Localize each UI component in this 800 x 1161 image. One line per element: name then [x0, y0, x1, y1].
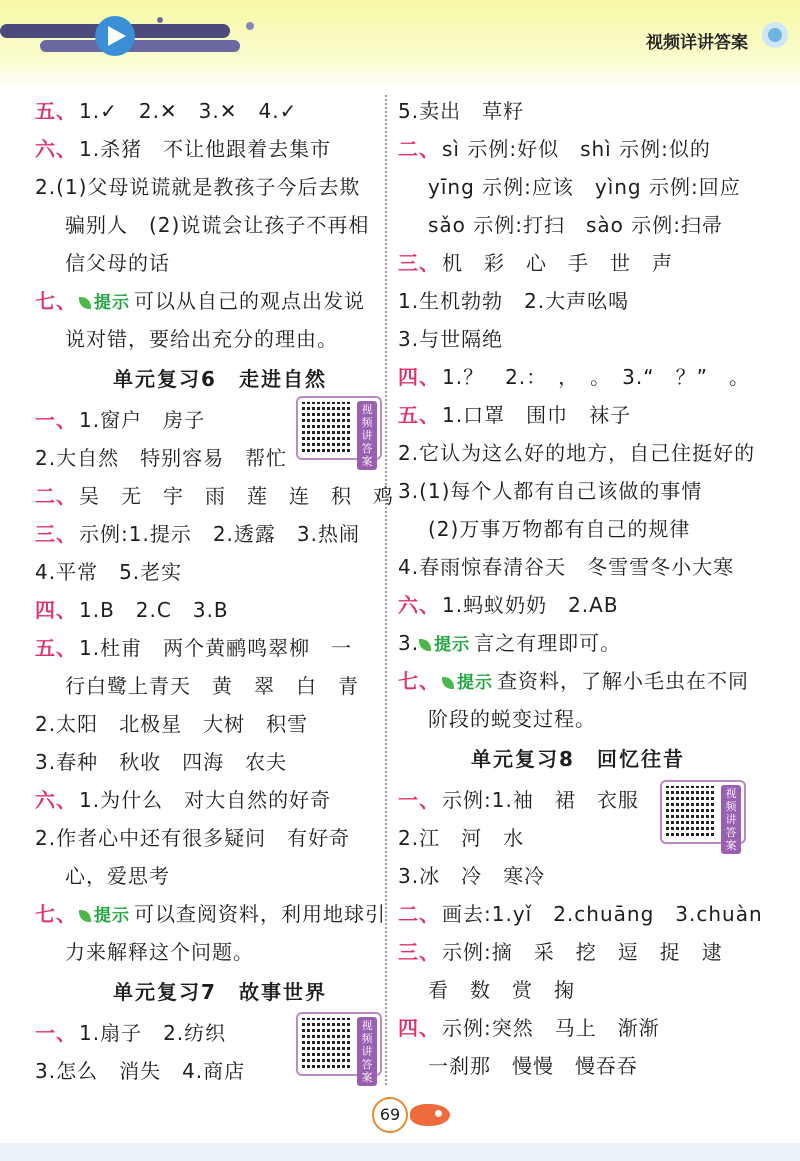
answer-line — [398, 662, 758, 700]
qr-code-unit8[interactable] — [660, 780, 746, 852]
question-number: 六、 — [398, 593, 440, 617]
answer-text: 1.杀猪 不让他跟着去集市 — [79, 137, 332, 161]
question-number: 二、 — [398, 137, 440, 161]
question-number: 二、 — [398, 902, 440, 926]
answer-text: 单元复习6 走进自然 — [113, 367, 327, 391]
qr-code-icon — [302, 402, 352, 452]
answer-line — [398, 548, 758, 586]
answer-text: 骗别人 (2)说谎会让孩子不再相 — [65, 213, 370, 237]
answer-text: 5.卖出 草籽 — [398, 99, 525, 123]
answer-text: 1.蚂蚁奶奶 2.AB — [442, 593, 619, 617]
header-banner-icon — [0, 14, 300, 60]
answer-text: 4.平常 5.老实 — [35, 560, 183, 584]
qr-code-unit6[interactable] — [296, 396, 382, 468]
answer-line — [398, 895, 763, 933]
answer-text: 1.扇子 2.纺织 — [79, 1021, 227, 1045]
answer-line — [398, 244, 758, 282]
qr-code-icon — [302, 1018, 352, 1068]
leaf-icon — [79, 297, 91, 309]
question-number: 二、 — [35, 484, 77, 508]
answer-text: 示例:突然 马上 渐渐 — [442, 1016, 660, 1040]
answer-text: 2.作者心中还有很多疑问 有好奇 — [35, 826, 351, 850]
answer-text: 心，爱思考 — [65, 864, 170, 888]
footer-band — [0, 1143, 800, 1161]
leaf-icon — [79, 910, 91, 922]
leaf-icon — [442, 677, 454, 689]
hint-tag — [79, 284, 130, 322]
answer-line — [35, 819, 405, 857]
answer-text: 3.怎么 消失 4.商店 — [35, 1059, 246, 1083]
question-number: 四、 — [398, 1016, 440, 1040]
answer-line — [398, 1009, 758, 1047]
answer-text: 单元复习8 回忆往昔 — [471, 747, 685, 771]
question-number: 六、 — [35, 137, 77, 161]
answer-text: 2.太阳 北极星 大树 积雪 — [35, 712, 309, 736]
hint-label: 提示 — [94, 906, 130, 926]
qr-code-unit7[interactable] — [296, 1012, 382, 1084]
answer-text: 2.江 河 水 — [398, 826, 525, 850]
answer-line — [35, 895, 405, 933]
answer-text: sǎo 示例:打扫 sào 示例:扫帚 — [428, 213, 724, 237]
answer-text: 3. — [398, 631, 420, 655]
answer-text: yīng 示例:应该 yìng 示例:回应 — [428, 175, 741, 199]
answer-line — [35, 168, 405, 206]
answer-text: 1.B 2.C 3.B — [79, 598, 229, 622]
answer-text: 行白鹭上青天 黄 翠 白 青 — [65, 674, 359, 698]
answer-line — [398, 510, 758, 548]
answer-line — [35, 857, 405, 895]
header-title: 视频详讲答案 — [646, 33, 748, 53]
hint-label: 提示 — [94, 293, 130, 313]
qr-code-icon — [666, 786, 716, 836]
answer-line — [398, 971, 758, 1009]
answer-text: 2.它认为这么好的地方，自己住挺好的 — [398, 441, 756, 465]
hint-tag — [79, 897, 130, 935]
hint-tag — [419, 626, 470, 664]
answer-text: 1.生机勃勃 2.大声吆喝 — [398, 289, 630, 313]
answer-line — [398, 130, 758, 168]
answer-text: (2)万事万物都有自己的规律 — [428, 517, 691, 541]
answer-text: 1.？ 2.： ， 。 3.“ ？” 。 — [442, 365, 750, 389]
answer-line — [35, 667, 405, 705]
answer-text: 阶段的蜕变过程。 — [428, 707, 596, 731]
question-number: 一、 — [35, 1021, 77, 1045]
answer-text: 示例:1.袖 裙 衣服 — [442, 788, 639, 812]
answer-line — [35, 206, 405, 244]
question-number: 七、 — [398, 669, 440, 693]
question-number: 一、 — [398, 788, 440, 812]
right-column — [398, 92, 763, 1085]
answer-text: 一刹那 慢慢 慢吞吞 — [428, 1054, 638, 1078]
answer-text: 机 彩 心 手 世 声 — [442, 251, 673, 275]
answer-line — [398, 434, 758, 472]
section-heading — [35, 971, 405, 1014]
question-number: 三、 — [35, 522, 77, 546]
answer-line — [35, 244, 405, 282]
answer-line — [398, 206, 758, 244]
answer-text: 1.杜甫 两个黄鹂鸣翠柳 一 — [79, 636, 353, 660]
question-number: 五、 — [398, 403, 440, 427]
answer-line — [398, 168, 758, 206]
answer-line — [35, 130, 405, 168]
leaf-icon — [419, 639, 431, 651]
answer-line — [35, 477, 405, 515]
answer-line — [398, 857, 758, 895]
answer-line — [35, 553, 405, 591]
question-number: 五、 — [35, 636, 77, 660]
answer-line — [398, 586, 758, 624]
question-number: 七、 — [35, 902, 77, 926]
page-number: 69 — [372, 1097, 408, 1133]
question-number: 六、 — [35, 788, 77, 812]
question-number: 五、 — [35, 99, 77, 123]
answer-line — [35, 591, 405, 629]
hint-tag — [442, 664, 493, 702]
answer-text: 看 数 赏 掬 — [428, 978, 575, 1002]
answer-line — [35, 320, 405, 358]
qr-video-label: 视频讲答案 — [721, 785, 741, 854]
answer-text: 可以从自己的观点出发说 — [134, 289, 365, 313]
answer-text: 3.(1)每个人都有自己该做的事情 — [398, 479, 703, 503]
page-header — [0, 0, 800, 88]
question-number: 七、 — [35, 289, 77, 313]
answer-line — [35, 282, 405, 320]
question-number: 三、 — [398, 251, 440, 275]
left-column — [35, 92, 405, 1090]
question-number: 四、 — [398, 365, 440, 389]
answer-text: 力来解释这个问题。 — [65, 940, 254, 964]
answer-text: 吴 无 宇 雨 莲 连 积 鸡 — [79, 484, 394, 508]
answer-text: 3.春种 秋收 四海 农夫 — [35, 750, 288, 774]
fish-icon — [410, 1104, 450, 1126]
answer-text: 3.冰 冷 寒冷 — [398, 864, 546, 888]
qr-video-label: 视频讲答案 — [357, 1017, 377, 1086]
answer-text: 1.✓ 2.✕ 3.✕ 4.✓ — [79, 99, 298, 123]
answer-line — [398, 396, 758, 434]
answer-text: 说对错，要给出充分的理由。 — [65, 327, 338, 351]
answer-line — [398, 1047, 758, 1085]
answer-line — [35, 705, 405, 743]
answer-text: sì 示例:好似 shì 示例:似的 — [442, 137, 711, 161]
answer-line — [398, 282, 758, 320]
answer-line — [398, 624, 758, 662]
answer-text: 单元复习7 故事世界 — [113, 980, 327, 1004]
answer-text: 查资料，了解小毛虫在不同 — [497, 669, 749, 693]
answer-text: 示例:1.提示 2.透露 3.热闹 — [79, 522, 360, 546]
answer-line — [398, 358, 758, 396]
answer-line — [35, 92, 405, 130]
answer-text: 信父母的话 — [65, 251, 170, 275]
section-heading — [35, 358, 405, 401]
corner-decoration-icon — [762, 22, 788, 48]
answer-line — [398, 700, 758, 738]
question-number: 四、 — [35, 598, 77, 622]
answer-text: 可以查阅资料，利用地球引 — [134, 902, 386, 926]
answer-line — [35, 743, 405, 781]
hint-label: 提示 — [457, 673, 493, 693]
answer-line — [398, 320, 758, 358]
answer-line — [35, 629, 405, 667]
answer-text: 1.窗户 房子 — [79, 408, 206, 432]
question-number: 一、 — [35, 408, 77, 432]
answer-text: 1.为什么 对大自然的好奇 — [79, 788, 332, 812]
answer-text: 画去:1.yǐ 2.chuāng 3.chuàn — [442, 902, 763, 926]
answer-line — [35, 515, 405, 553]
answer-text: 示例:摘 采 挖 逗 捉 逮 — [442, 940, 723, 964]
answer-line — [35, 933, 405, 971]
answer-text: 1.口罩 围巾 袜子 — [442, 403, 632, 427]
question-number: 三、 — [398, 940, 440, 964]
answer-text: 2.大自然 特别容易 帮忙 — [35, 446, 288, 470]
answer-text: 2.(1)父母说谎就是教孩子今后去欺 — [35, 175, 361, 199]
answer-text: 3.与世隔绝 — [398, 327, 504, 351]
answer-text: 言之有理即可。 — [474, 631, 622, 655]
section-heading — [398, 738, 758, 781]
answer-line — [398, 933, 758, 971]
qr-video-label: 视频讲答案 — [357, 401, 377, 470]
answer-line — [398, 472, 758, 510]
answer-text: 4.春雨惊春清谷天 冬雪雪冬小大寒 — [398, 555, 735, 579]
answer-line — [35, 781, 405, 819]
hint-label: 提示 — [434, 635, 471, 655]
answer-line — [398, 92, 758, 130]
